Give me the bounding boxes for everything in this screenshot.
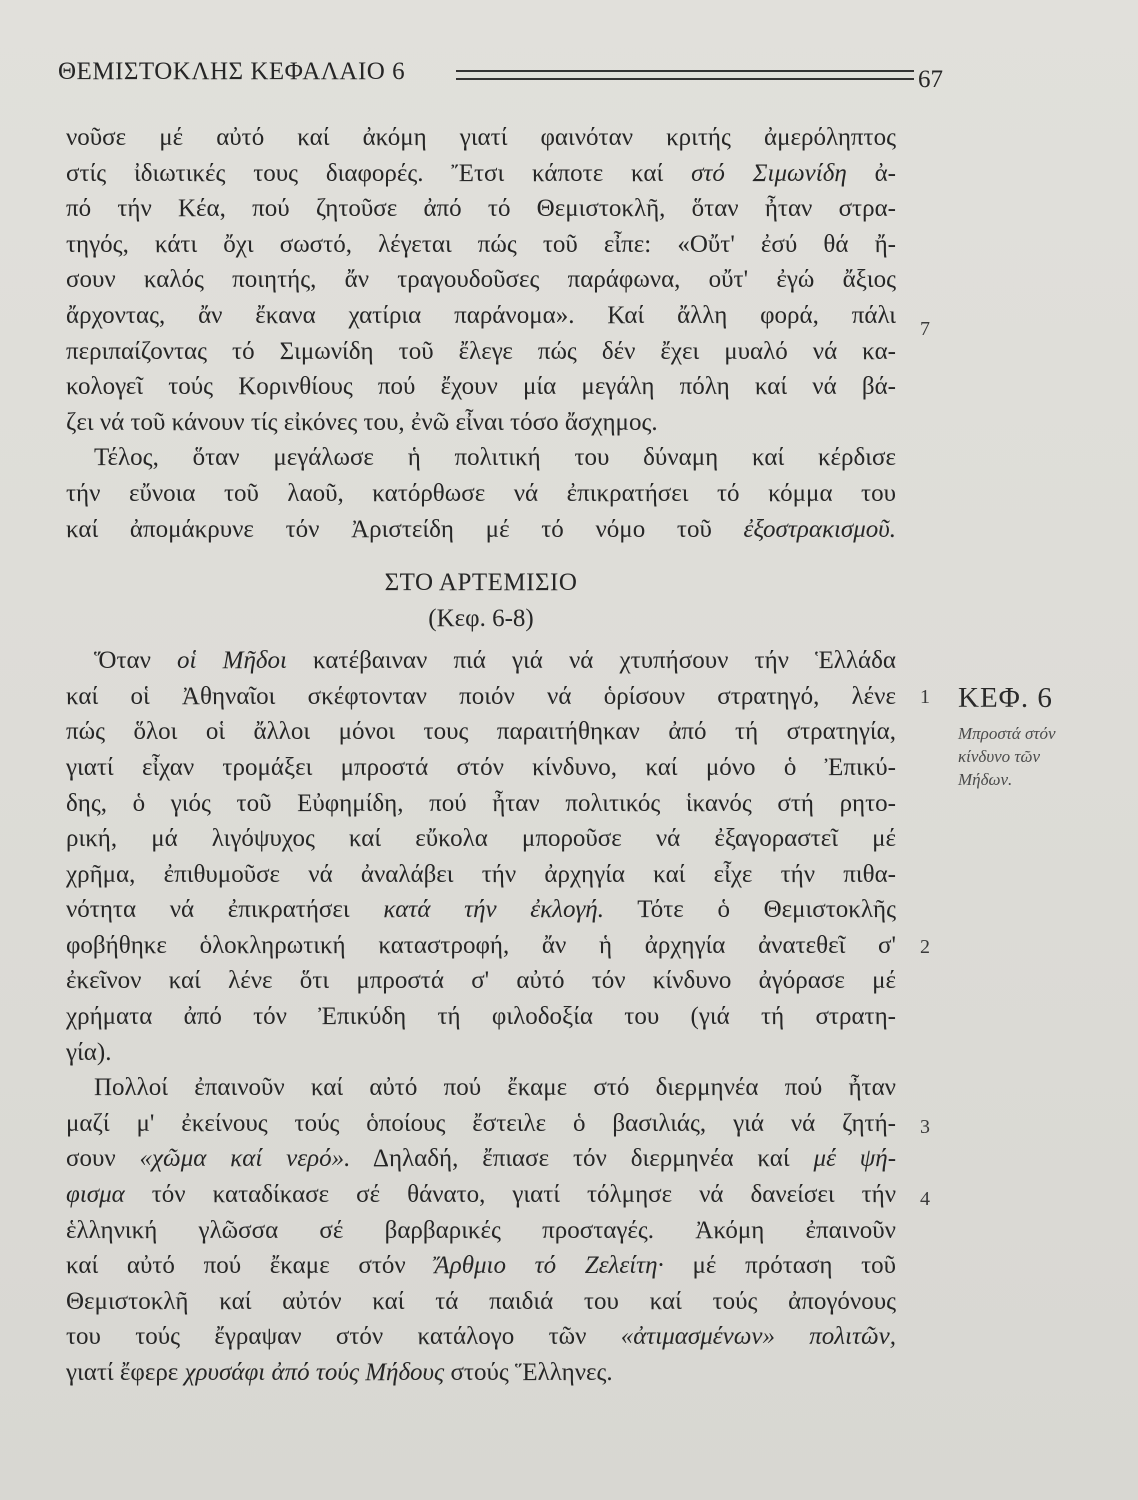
sidenote-text (958, 722, 1108, 791)
section-subtitle: (Κεφ. 6-8) (428, 605, 534, 633)
text-line: δης, ὁ γιός τοῦ Εὐφημίδη, πού ἦταν πολιτικός ἱκανός στή ρητο- (66, 789, 896, 817)
margin-number: 1 (920, 686, 930, 708)
sidenote-line: κίνδυνο τῶν (958, 747, 1041, 766)
text-line: χρῆμα, ἐπιθυμοῦσε νά ἀναλάβει τήν ἀρχηγία καί εἶχε τήν πιθα- (66, 860, 896, 888)
italic-term: ἐξοστρακισμοῦ. (743, 515, 897, 543)
italic-term: «ἀτιμασμένων» πολιτῶν, (620, 1323, 896, 1351)
page-number: 67 (918, 66, 943, 93)
text-line: τήν εὔνοια τοῦ λαοῦ, κατόρθωσε νά ἐπικρατήσει τό κόμμα του (66, 479, 896, 507)
text-line: πώς ὅλοι οἱ ἄλλοι μόνοι τους παραιτήθηκαν ἀπό τή στρατηγία, (66, 718, 896, 746)
text-line: του τούς ἔγραψαν στόν κατάλογο τῶν «ἀτιμασμένων» πολιτῶν, (66, 1323, 896, 1351)
text-line: ἐκεῖνον καί λένε ὅτι μπροστά σ' αὐτό τόν κίνδυνο ἀγόρασε μέ (66, 967, 896, 995)
text-line: γιατί ἔφερε χρυσάφι ἀπό τούς Μήδους στούς Ἕλληνες. (66, 1359, 613, 1386)
text-line: γιατί εἶχαν τρομάξει μπροστά στόν κίνδυνο, καί μόνο ὁ Ἐπικύ- (66, 753, 896, 781)
text-line: σουν καλός ποιητής, ἄν τραγουδοῦσες παράφωνα, οὔτ' ἐγώ ἄξιος (66, 266, 896, 294)
text-line: Πολλοί ἐπαινοῦν καί αὐτό πού ἔκαμε στό διερμηνέα πού ἦταν (94, 1074, 896, 1102)
text-line: ρική, μά λιγόψυχος καί εὔκολα μποροῦσε νά ἐξαγοραστεῖ μέ (66, 825, 896, 853)
text-line: σουν «χῶμα καί νερό». Δηλαδή, ἔπιασε τόν διερμηνέα καί μέ ψή- (66, 1145, 897, 1173)
text-line: νότητα νά ἐπικρατήσει κατά τήν ἐκλογή. Τότε ὁ Θεμιστοκλῆς (66, 896, 897, 924)
sidenote-title: ΚΕΦ. 6 (958, 682, 1053, 714)
running-title: ΘΕΜΙΣΤΟΚΛΗΣ ΚΕΦΑΛΑΙΟ 6 (58, 58, 406, 85)
text-line: Θεμιστοκλῆ καί αὐτόν καί τά παιδιά του καί τούς ἀπογόνους (66, 1287, 896, 1315)
italic-term: στό Σιμωνίδη (691, 159, 847, 187)
body-text (66, 120, 896, 1391)
text-line: νοῦσε μέ αὐτό καί ἀκόμη γιατί φαινόταν κριτής ἀμερόληπτος (66, 124, 896, 151)
text-line: κολογεῖ τούς Κορινθίους πού ἔχουν μία μεγάλη πόλη καί νά βά- (66, 373, 896, 401)
italic-term: Ἄρθμιο τό Ζελείτη· (434, 1252, 664, 1280)
text-line: γία). (66, 1038, 112, 1066)
text-line: χρήματα ἀπό τόν Ἐπικύδη τή φιλοδοξία του (γιά τή στρατη- (66, 1003, 896, 1031)
header-double-rule (456, 70, 914, 80)
sidenote-line: Μήδων. (958, 770, 1013, 789)
sidenote-line: Μπροστά στόν (958, 724, 1056, 743)
page-header (58, 58, 943, 98)
text-line: καί ἀπομάκρυνε τόν Ἀριστείδη μέ τό νόμο τοῦ ἐξοστρακισμοῦ. (66, 515, 897, 543)
text-line: ζει νά τοῦ κάνουν τίς εἰκόνες του, ἐνῶ εἶναι τόσο ἄσχημος. (66, 408, 658, 436)
text-line: καί αὐτό πού ἔκαμε στόν Ἄρθμιο τό Ζελείτη· μέ πρόταση τοῦ (66, 1252, 897, 1280)
text-line: φοβήθηκε ὁλοκληρωτική καταστροφή, ἄν ἡ ἀρχηγία ἀνατεθεῖ σ' (66, 931, 896, 959)
text-line: Ὅταν οἱ Μῆδοι κατέβαιναν πιά γιά νά χτυπήσουν τήν Ἑλλάδα (94, 647, 896, 675)
italic-term: μέ ψή- (813, 1145, 897, 1173)
text-line: τηγός, κάτι ὄχι σωστό, λέγεται πώς τοῦ εἶπε: «Οὔτ' ἐσύ θά ἤ- (66, 230, 896, 258)
section-title: ΣΤΟ ΑΡΤΕΜΙΣΙΟ (384, 569, 578, 597)
text-line: περιπαίζοντας τό Σιμωνίδη τοῦ ἔλεγε πώς δέν ἔχει μυαλό νά κα- (66, 337, 896, 365)
margin-number: 7 (920, 318, 930, 340)
margin-number: 4 (920, 1188, 930, 1210)
italic-term: «χῶμα καί νερό». (139, 1145, 351, 1173)
margin-number: 3 (920, 1116, 930, 1138)
text-line: στίς ἰδιωτικές τους διαφορές. Ἔτσι κάποτε καί στό Σιμωνίδη ἀ- (66, 159, 896, 187)
text-line: καί οἱ Ἀθηναῖοι σκέφτονταν ποιόν νά ὁρίσουν στρατηγό, λένε (66, 682, 896, 710)
text-line: πό τήν Κέα, πού ζητοῦσε ἀπό τό Θεμιστοκλῆ, ὅταν ἦταν στρα- (66, 195, 896, 223)
text-line: ἑλληνική γλῶσσα σέ βαρβαρικές προσταγές. Ἀκόμη ἐπαινοῦν (66, 1216, 896, 1244)
italic-term: φισμα (66, 1181, 125, 1209)
text-line: ἄρχοντας, ἄν ἔκανα χατίρια παράνομα». Καί ἄλλη φορά, πάλι (66, 301, 896, 329)
italic-term: κατά τήν ἐκλογή. (383, 896, 604, 924)
italic-term: οἱ Μῆδοι (177, 647, 287, 675)
text-line: φισμα τόν καταδίκασε σέ θάνατο, γιατί τόλμησε νά δανείσει τήν (66, 1181, 896, 1209)
text-line: μαζί μ' ἐκείνους τούς ὁποίους ἔστειλε ὁ βασιλιάς, γιά νά ζητή- (66, 1109, 896, 1137)
margin-number: 2 (920, 936, 930, 958)
italic-term: χρυσάφι ἀπό τούς Μήδους (184, 1359, 445, 1386)
text-line: Τέλος, ὅταν μεγάλωσε ἡ πολιτική του δύναμη καί κέρδισε (94, 444, 896, 472)
